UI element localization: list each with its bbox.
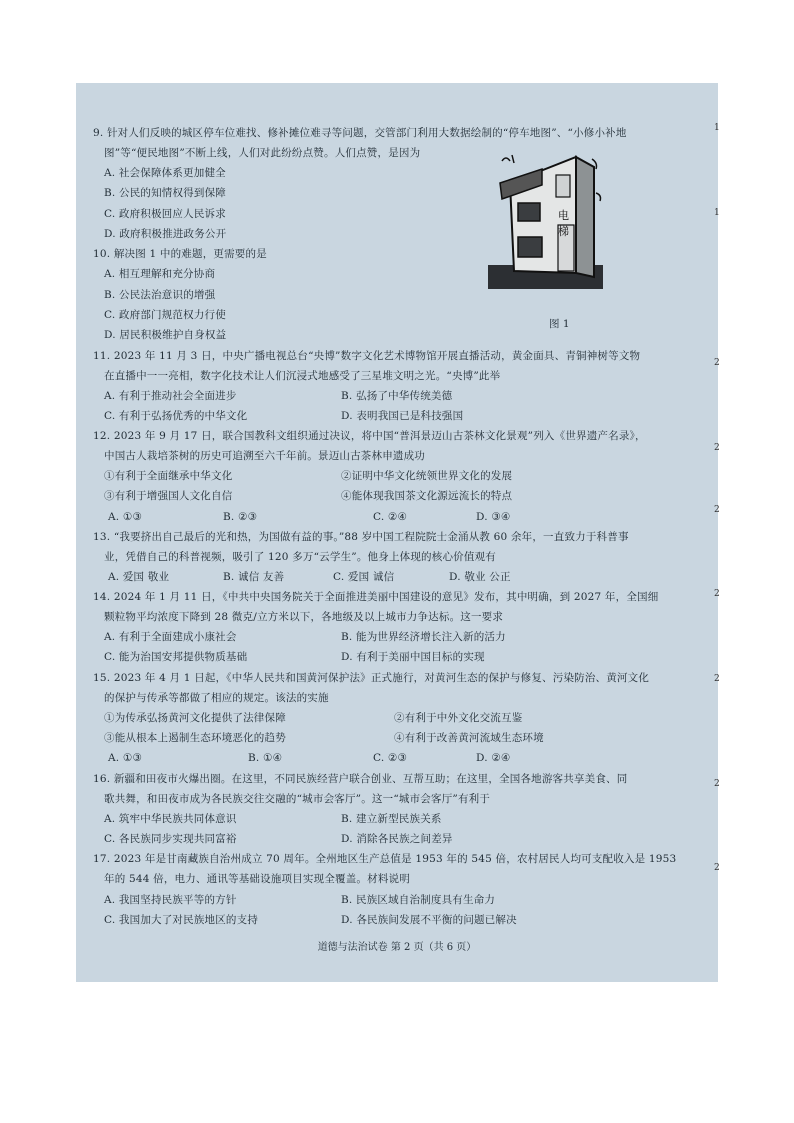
edge-mark: 2 bbox=[714, 589, 720, 599]
q16-option-d: D. 消除各民族之间差异 bbox=[341, 833, 453, 845]
q14-option-c: C. 能为治国安邦提供物质基础 bbox=[104, 651, 248, 663]
q17-option-b: B. 民族区域自治制度具有生命力 bbox=[341, 894, 496, 906]
q13-option-d: D. 敬业 公正 bbox=[449, 571, 511, 583]
page-footer: 道德与法治试卷 第 2 页（共 6 页） bbox=[317, 942, 477, 953]
q9-option-b: B. 公民的知情权得到保障 bbox=[104, 187, 226, 199]
q11-option-a: A. 有利于推动社会全面进步 bbox=[104, 390, 237, 402]
q11-option-c: C. 有利于弘扬优秀的中华文化 bbox=[104, 410, 248, 422]
edge-mark: 1 bbox=[714, 123, 720, 133]
q13-stem-line2: 业，凭借自己的科普视频，吸引了 120 多万“云学生”。他身上体现的核心价值观有 bbox=[104, 551, 496, 563]
q15-stem-line2: 的保护与传承等都做了相应的规定。该法的实施 bbox=[104, 692, 329, 704]
q12-option-d: D. ③④ bbox=[476, 511, 511, 523]
q12-stem-line1: 12. 2023 年 9 月 17 日，联合国教科文组织通过决议，将中国“普洱景迈山古茶林文化景观”列入《世界遗产名录》， bbox=[93, 430, 646, 442]
q15-statement-2: ②有利于中外文化交流互鉴 bbox=[394, 712, 523, 724]
q17-option-d: D. 各民族间发展不平衡的问题已解决 bbox=[341, 914, 517, 926]
edge-mark: 2 bbox=[714, 674, 720, 684]
q14-stem-line2: 颗粒物平均浓度下降到 28 微克/立方米以下，各地级及以上城市力争达标。这一要求 bbox=[104, 611, 504, 623]
q17-option-c: C. 我国加大了对民族地区的支持 bbox=[104, 914, 259, 926]
edge-mark: 2 bbox=[714, 779, 720, 789]
q14-option-b: B. 能为世界经济增长注入新的活力 bbox=[341, 631, 506, 643]
q12-statement-4: ④能体现我国茶文化源远流长的特点 bbox=[341, 490, 513, 502]
q15-stem-line1: 15. 2023 年 4 月 1 日起，《中华人民共和国黄河保护法》正式施行，对黄河生态的保护与修复、污染防治、黄河文化 bbox=[93, 672, 650, 684]
q11-option-b: B. 弘扬了中华传统美德 bbox=[341, 390, 453, 402]
q14-option-d: D. 有利于美丽中国目标的实现 bbox=[341, 651, 485, 663]
q10-option-d: D. 居民积极维护自身权益 bbox=[104, 329, 227, 341]
edge-mark: 2 bbox=[714, 358, 720, 368]
q15-option-d: D. ②④ bbox=[476, 752, 511, 764]
q9-stem-line2: 图”等“便民地图”不断上线，人们对此纷纷点赞。人们点赞，是因为 bbox=[104, 147, 421, 159]
q10-option-a: A. 相互理解和充分协商 bbox=[104, 268, 216, 280]
q16-option-a: A. 筑牢中华民族共同体意识 bbox=[104, 813, 237, 825]
exam-content bbox=[76, 83, 718, 982]
q9-option-c: C. 政府积极回应人民诉求 bbox=[104, 208, 226, 220]
q15-statement-4: ④有利于改善黄河流域生态环境 bbox=[394, 732, 544, 744]
q15-statement-1: ①为传承弘扬黄河文化提供了法律保障 bbox=[104, 712, 286, 724]
q15-option-a: A. ①③ bbox=[108, 752, 143, 764]
q10-stem: 10. 解决图 1 中的难题，更需要的是 bbox=[93, 248, 267, 260]
q9-option-a: A. 社会保障体系更加健全 bbox=[104, 167, 226, 179]
edge-mark: 2 bbox=[714, 443, 720, 453]
q12-option-a: A. ①③ bbox=[108, 511, 143, 523]
q16-stem-line1: 16. 新疆和田夜市火爆出圈。在这里，不同民族经营户联合创业、互帮互助；在这里，全国各地游客共享美食、同 bbox=[93, 773, 628, 785]
q13-option-b: B. 诚信 友善 bbox=[223, 571, 285, 583]
edge-mark: 1 bbox=[714, 208, 720, 218]
q9-option-d: D. 政府积极推进政务公开 bbox=[104, 228, 227, 240]
edge-mark: 2 bbox=[714, 505, 720, 515]
q10-option-b: B. 公民法治意识的增强 bbox=[104, 289, 216, 301]
q9-stem-line1: 9. 针对人们反映的城区停车位难找、修补摊位难寻等问题，交管部门利用大数据绘制的“停车地图”、“小修小补地 bbox=[93, 127, 627, 139]
q13-option-c: C. 爱国 诚信 bbox=[333, 571, 395, 583]
figure-1-illustration bbox=[488, 153, 603, 293]
q11-stem-line2: 在直播中一一亮相，数字化技术让人们沉浸式地感受了三星堆文明之光。“央博”此举 bbox=[104, 370, 501, 382]
q12-statement-3: ③有利于增强国人文化自信 bbox=[104, 490, 233, 502]
q15-option-b: B. ①④ bbox=[248, 752, 283, 764]
q13-option-a: A. 爱国 敬业 bbox=[108, 571, 170, 583]
q11-option-d: D. 表明我国已是科技强国 bbox=[341, 410, 464, 422]
q17-option-a: A. 我国坚持民族平等的方针 bbox=[104, 894, 237, 906]
q12-stem-line2: 中国古人栽培茶树的历史可追溯至六千年前。景迈山古茶林申遗成功 bbox=[104, 450, 425, 462]
q14-stem-line1: 14. 2024 年 1 月 11 日，《中共中央国务院关于全面推进美丽中国建设的意见》发布，其中明确，到 2027 年，全国细 bbox=[93, 591, 659, 603]
figure-1-caption: 图 1 bbox=[549, 318, 570, 330]
q10-option-c: C. 政府部门规范权力行使 bbox=[104, 309, 226, 321]
q13-stem-line1: 13. “我要挤出自己最后的光和热，为国做有益的事。”88 岁中国工程院院士金涌从教 60 余年，一直致力于科普事 bbox=[93, 531, 629, 543]
q17-stem-line2: 年的 544 倍，电力、通讯等基础设施项目实现全覆盖。材料说明 bbox=[104, 873, 410, 885]
q16-stem-line2: 歌共舞，和田夜市成为各民族交往交融的“城市会客厅”。这一“城市会客厅”有利于 bbox=[104, 793, 491, 805]
q16-option-c: C. 各民族同步实现共同富裕 bbox=[104, 833, 237, 845]
q12-option-b: B. ②③ bbox=[223, 511, 258, 523]
q12-statement-2: ②证明中华文化统领世界文化的发展 bbox=[341, 470, 513, 482]
q14-option-a: A. 有利于全面建成小康社会 bbox=[104, 631, 237, 643]
edge-mark: 2 bbox=[714, 863, 720, 873]
q17-stem-line1: 17. 2023 年是甘南藏族自治州成立 70 周年。全州地区生产总值是 1953 年的 545 倍，农村居民人均可支配收入是 1953 bbox=[93, 853, 677, 865]
q15-option-c: C. ②③ bbox=[373, 752, 408, 764]
exam-page bbox=[76, 83, 718, 982]
q12-statement-1: ①有利于全面继承中华文化 bbox=[104, 470, 233, 482]
q15-statement-3: ③能从根本上遏制生态环境恶化的趋势 bbox=[104, 732, 286, 744]
figure-sign-char-1: 电 bbox=[558, 209, 569, 222]
q12-option-c: C. ②④ bbox=[373, 511, 408, 523]
figure-sign-char-2: 梯 bbox=[558, 225, 569, 238]
q11-stem-line1: 11. 2023 年 11 月 3 日，中央广播电视总台“央博”数字文化艺术博物馆开展直播活动，黄金面具、青铜神树等文物 bbox=[93, 350, 641, 362]
q16-option-b: B. 建立新型民族关系 bbox=[341, 813, 442, 825]
